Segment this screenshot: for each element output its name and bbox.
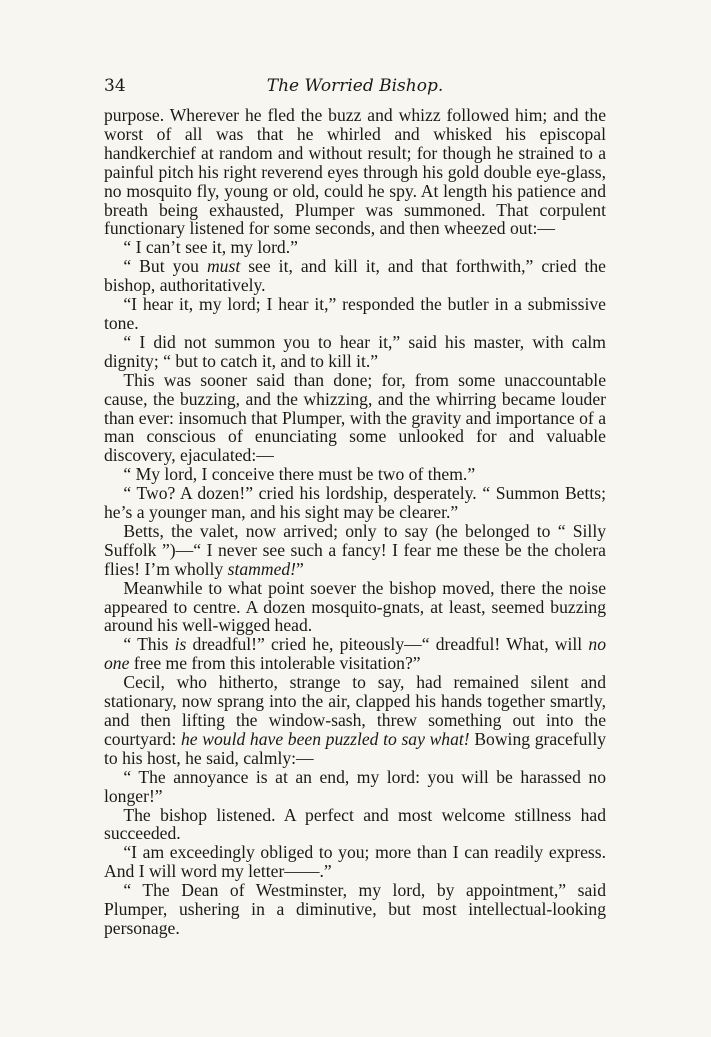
text-run: Meanwhile to what point soever the bishop moved, there the noise appeared to centre. A dozen mosquito-gnats, at least, seemed buzzing around his well-wigged head. <box>104 577 606 636</box>
text-run: Cecil, who hitherto, strange to say, had remained silent and stationary, now sprang into the air, clapped his hands together smartly, and then lifting the window-sash, threw something out into the courtyard: <box>104 672 606 749</box>
text-run: Betts, the valet, now arrived; only to say (he belonged to “ Silly Suffolk ”)—“ I never see such a fancy! I fear me these be the cholera flies! I’m wholly <box>104 520 606 579</box>
text-run: “I am exceedingly obliged to you; more than I can readily express. And I will word my letter——.” <box>104 842 606 882</box>
paragraph <box>104 768 606 806</box>
text-run: “ Two? A dozen!” cried his lordship, desperately. “ Summon Betts; he’s a younger man, and his sight may be clearer.” <box>104 483 606 523</box>
text-run: “ This <box>123 634 175 655</box>
paragraph <box>104 579 606 636</box>
paragraph <box>104 333 606 371</box>
paragraph <box>104 881 606 938</box>
italic-text: must <box>206 256 241 277</box>
paragraph <box>104 257 606 295</box>
paragraph <box>104 465 606 484</box>
text-run: This was sooner said than done; for, from some unaccountable cause, the buzzing, and the whizzing, and the whirring became louder than ever: insomuch that Plumper, with the gravity and importance of a man conscious of enunciating some unlooked for and valuable discovery, ejaculated:— <box>104 369 606 466</box>
text-run: ” <box>296 558 304 579</box>
book-page <box>104 76 606 976</box>
text-run: “ The annoyance is at an end, my lord: you will be harassed no longer!” <box>104 766 606 806</box>
text-run: see it, and kill it, and that forthwith,” cried the bishop, authoritatively. <box>104 256 606 296</box>
text-run: “ I did not summon you to hear it,” said his master, with calm dignity; “ but to catch it, and to kill it.” <box>104 331 606 371</box>
text-run: dreadful!” cried he, piteously—“ dreadful! What, will <box>186 634 589 655</box>
paragraph <box>104 295 606 333</box>
paragraph <box>104 806 606 844</box>
body-text <box>104 106 606 938</box>
paragraph <box>104 484 606 522</box>
paragraph <box>104 635 606 673</box>
text-run: free me from this intolerable visitation?” <box>129 653 421 674</box>
paragraph <box>104 673 606 768</box>
paragraph <box>104 371 606 466</box>
italic-text: he would have been puzzled to say what! <box>180 728 470 749</box>
text-run: “ But you <box>123 256 207 277</box>
paragraph <box>104 238 606 257</box>
running-head: The Worried Bishop. <box>266 76 444 96</box>
text-run: purpose. Wherever he fled the buzz and whizz followed him; and the worst of all was that he whirled and whisked his episcopal handkerchief at random and without result; for though he strained to a painful pitch his right reverend eyes through his gold double eye-glass, no mosquito fly, young or old, could he spy. At length his patience and breath being exhausted, Plumper was summoned. That corpulent functionary listened for some seconds, and then wheezed out:— <box>104 105 606 239</box>
italic-text: stammed! <box>227 558 297 579</box>
text-run: “I hear it, my lord; I hear it,” responded the butler in a submissive tone. <box>104 294 606 333</box>
paragraph <box>104 843 606 881</box>
text-run: The bishop listened. A perfect and most welcome stillness had succeeded. <box>104 804 606 844</box>
italic-text: no one <box>104 634 606 674</box>
paragraph <box>104 522 606 579</box>
text-run: “ My lord, I conceive there must be two of them.” <box>123 464 476 485</box>
page-number: 34 <box>104 76 126 96</box>
text-run: “ The Dean of Westminster, my lord, by appointment,” said Plumper, ushering in a diminutive, but most intellectual-looking personage. <box>104 880 606 938</box>
italic-text: is <box>174 634 187 655</box>
page-header <box>104 76 606 106</box>
text-run: Bowing gracefully to his host, he said, calmly:— <box>104 728 607 768</box>
text-run: “ I can’t see it, my lord.” <box>123 237 298 258</box>
paragraph <box>104 106 606 238</box>
